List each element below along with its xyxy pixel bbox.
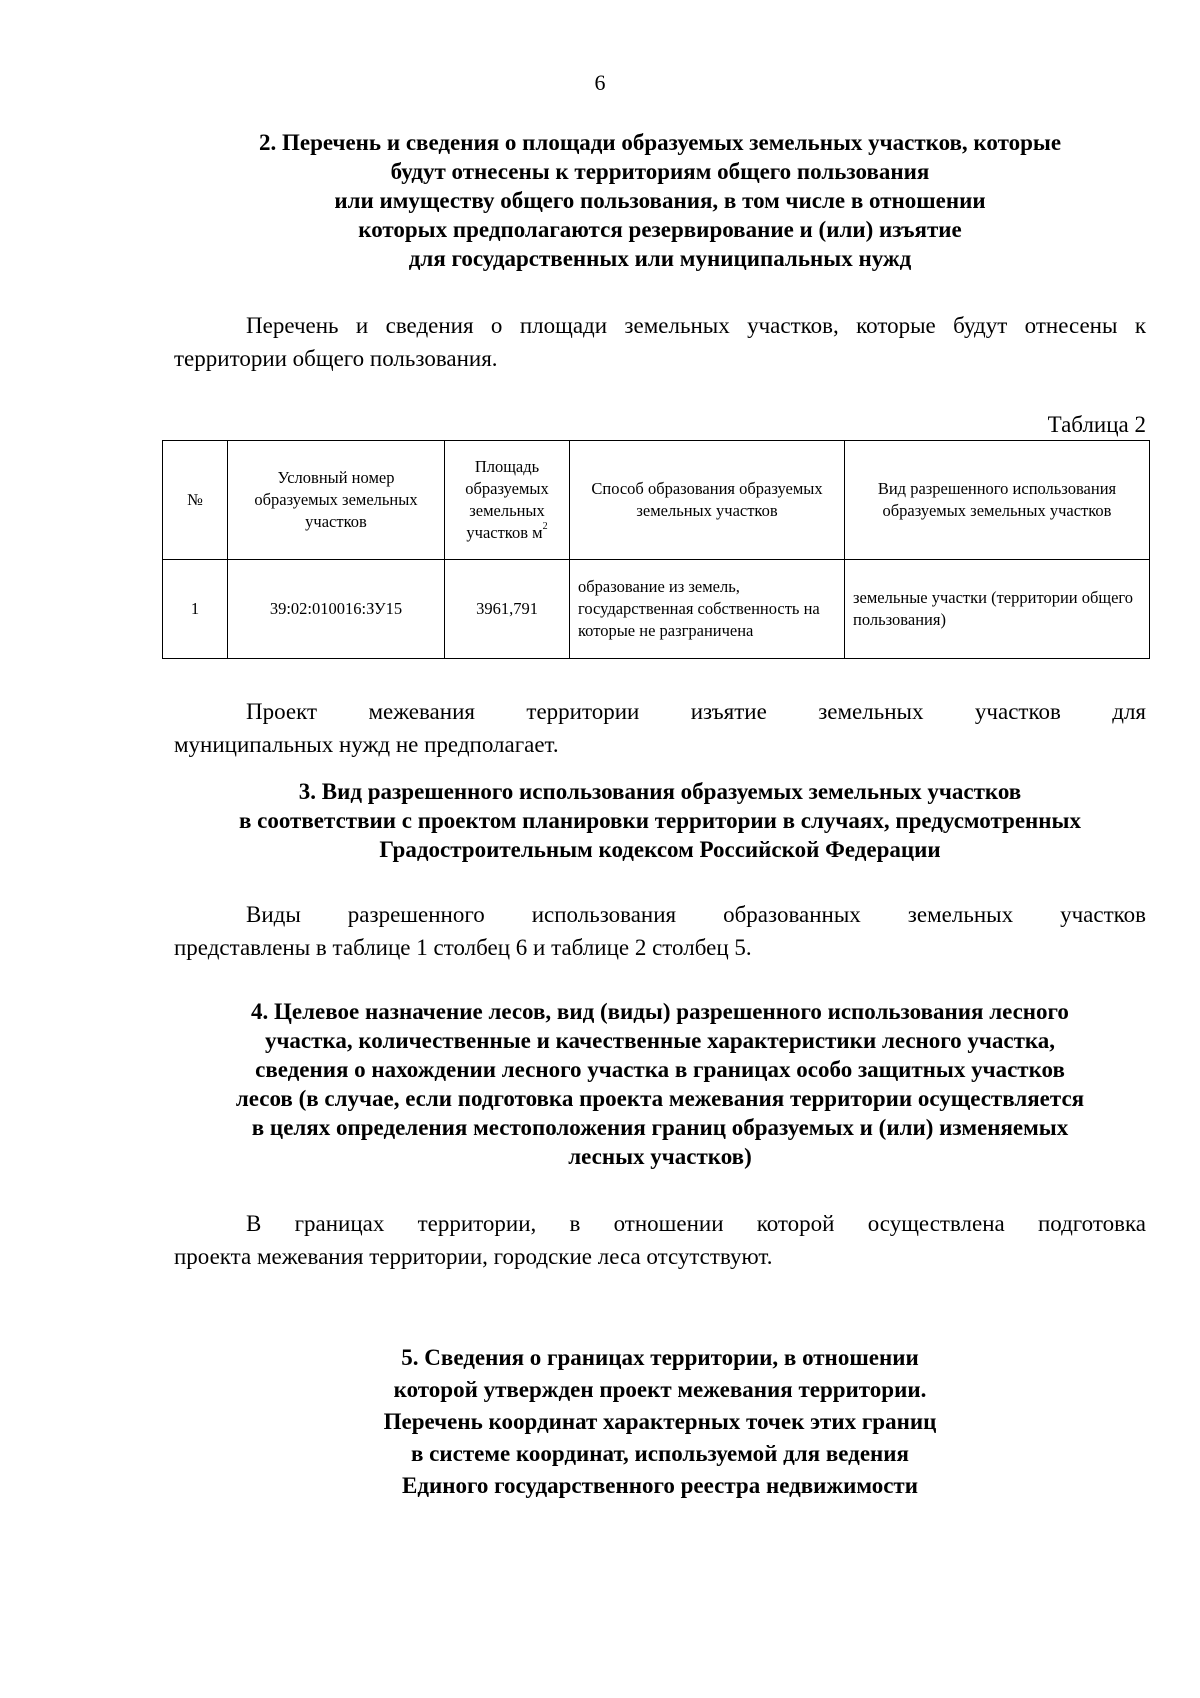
heading-line: в соответствии с проектом планировки территории в случаях, предусмотренных [238, 808, 1081, 833]
heading-line: или имуществу общего пользования, в том числе в отношении [334, 188, 986, 213]
heading-line: которых предполагаются резервирование и (или) изъятие [358, 217, 962, 242]
paragraph-line: В границах территории, в отношении которой осуществлена подготовка [246, 1211, 1146, 1236]
heading-line: Градостроительным кодексом Российской Федерации [379, 837, 941, 862]
heading-line: лесов (в случае, если подготовка проекта межевания территории осуществляется [235, 1086, 1085, 1111]
paragraph-line: проекта межевания территории, городские леса отсутствуют. [174, 1244, 773, 1269]
heading-line: 2. Перечень и сведения о площади образуемых земельных участков, которые [258, 130, 1062, 155]
cell-num: 1 [163, 560, 228, 659]
header-area-text: Площадь образуемых земельных участков м [465, 457, 549, 542]
section-2-intro [174, 309, 1146, 375]
table-row [163, 560, 1150, 659]
heading-line: сведения о нахождении лесного участка в границах особо защитных участков [255, 1057, 1065, 1082]
header-num: № [163, 441, 228, 560]
land-plots-table [162, 440, 1150, 659]
heading-line: будут отнесены к территориям общего пользования [390, 159, 930, 184]
section-2-heading [160, 128, 1160, 273]
header-plot-id: Условный номер образуемых земельных участков [228, 441, 445, 560]
heading-line: участка, количественные и качественные характеристики лесного участка, [264, 1028, 1056, 1053]
heading-line: 5. Сведения о границах территории, в отношении [401, 1345, 919, 1370]
header-permitted-use: Вид разрешенного использования образуемых земельных участков [845, 441, 1150, 560]
cell-plot-id: 39:02:010016:ЗУ15 [228, 560, 445, 659]
cell-method: образование из земель, государственная собственность на которые не разграничена [570, 560, 845, 659]
heading-line: в целях определения местоположения границ образуемых и (или) изменяемых [251, 1115, 1069, 1140]
paragraph-line: Виды разрешенного использования образованных земельных участков [246, 902, 1146, 927]
page-number: 6 [594, 70, 606, 95]
heading-line: в системе координат, используемой для ведения [411, 1441, 909, 1466]
table-header-row [163, 441, 1150, 560]
header-method: Способ образования образуемых земельных участков [570, 441, 845, 560]
heading-line: Перечень координат характерных точек этих границ [383, 1409, 937, 1434]
table-caption: Таблица 2 [1047, 412, 1146, 437]
cell-area: 3961,791 [445, 560, 570, 659]
seizure-note [174, 695, 1146, 761]
paragraph-line: территории общего пользования. [174, 346, 498, 371]
cell-permitted-use: земельные участки (территории общего пользования) [845, 560, 1150, 659]
heading-line: Единого государственного реестра недвижимости [402, 1473, 918, 1498]
header-area-sup: 2 [542, 521, 548, 532]
section-3-body [174, 898, 1146, 964]
paragraph-line: представлены в таблице 1 столбец 6 и таблице 2 столбец 5. [174, 935, 752, 960]
heading-line: которой утвержден проект межевания территории. [393, 1377, 927, 1402]
heading-line: 3. Вид разрешенного использования образуемых земельных участков [298, 779, 1022, 804]
paragraph-line: Перечень и сведения о площади земельных участков, которые будут отнесены к [246, 313, 1146, 338]
section-4-body [174, 1207, 1146, 1273]
heading-line: 4. Целевое назначение лесов, вид (виды) разрешенного использования лесного [251, 999, 1069, 1024]
heading-line: лесных участков) [568, 1144, 752, 1169]
section-5-heading [260, 1342, 1060, 1502]
paragraph-line: муниципальных нужд не предполагает. [174, 732, 559, 757]
paragraph-line: Проект межевания территории изъятие земельных участков для [246, 699, 1146, 724]
section-3-heading [160, 777, 1160, 864]
section-4-heading [160, 997, 1160, 1171]
header-area [445, 441, 570, 560]
heading-line: для государственных или муниципальных нужд [408, 246, 912, 271]
